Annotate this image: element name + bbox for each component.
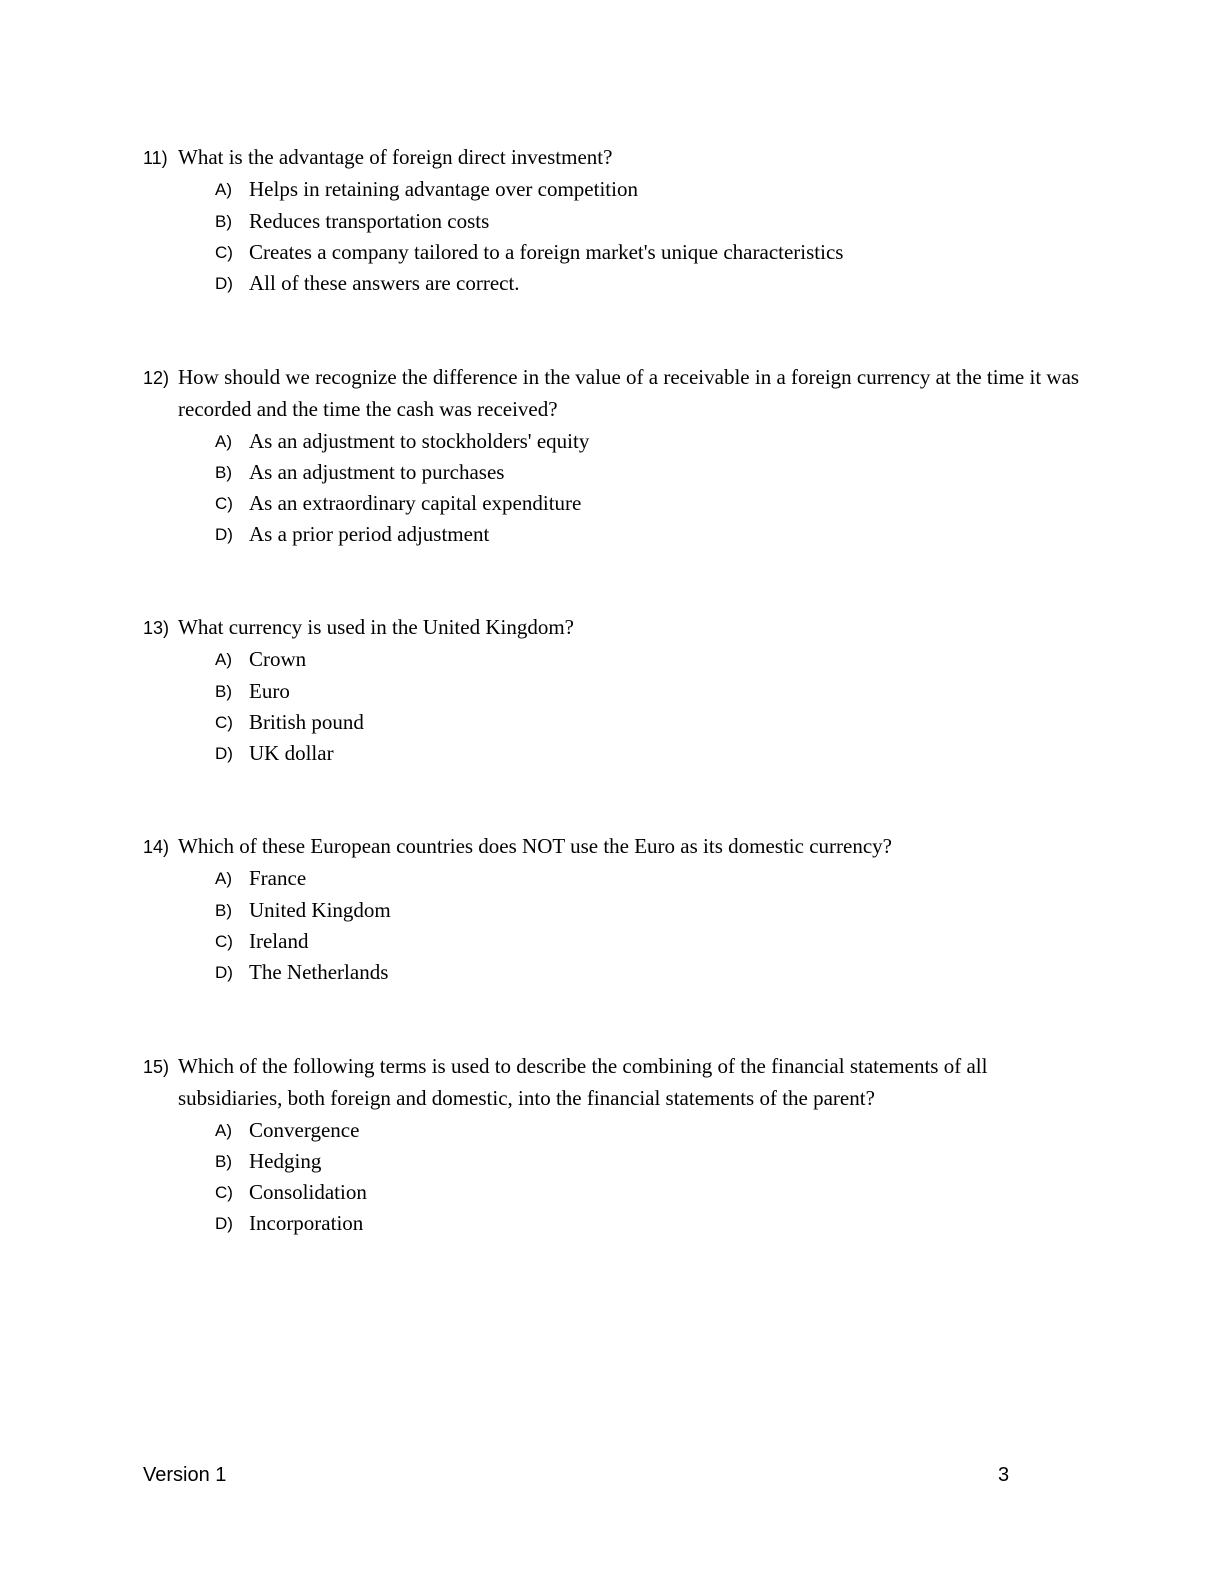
option-text: France [249,866,307,891]
option-text: Convergence [249,1117,360,1142]
option-text: Crown [249,647,307,672]
question-stem [143,831,1083,863]
answer-option[interactable] [143,174,1083,205]
option-letter: B) [215,1151,232,1171]
question-text: What currency is used in the United Kingdom? [178,615,574,639]
option-letter: C) [215,242,233,262]
question-stem [143,1051,1083,1115]
answer-option[interactable] [143,738,1083,769]
option-text: Reduces transportation costs [249,208,490,233]
option-letter: D) [215,274,233,294]
answer-option[interactable] [143,1115,1083,1146]
question-number: 15) [143,1057,170,1077]
question-stem [143,612,1083,644]
question-12 [143,362,1083,551]
option-text: As an extraordinary capital expenditure [249,491,582,516]
option-letter: A) [215,650,232,670]
answer-option[interactable] [143,1208,1083,1239]
option-letter: B) [215,900,232,920]
question-number: 12) [143,368,170,388]
option-letter: C) [215,712,233,732]
answer-option[interactable] [143,926,1083,957]
question-stem [143,142,1083,174]
answer-option[interactable] [143,488,1083,519]
option-letter: B) [215,681,232,701]
answer-option[interactable] [143,426,1083,457]
option-text: Creates a company tailored to a foreign market's unique characteristics [249,239,844,264]
question-15 [143,1051,1083,1240]
question-text: Which of the following terms is used to describe the combining of the financial statements of all subsidiaries, both foreign and domestic, into the financial statements of the parent? [178,1054,988,1111]
question-13 [143,612,1083,769]
option-text: British pound [249,709,364,734]
option-letter: A) [215,1120,232,1140]
option-text: United Kingdom [249,897,391,922]
option-text: The Netherlands [249,960,389,985]
option-text: Euro [249,678,290,703]
question-number: 14) [143,837,170,857]
answer-option[interactable] [143,707,1083,738]
option-letter: A) [215,180,232,200]
question-text: What is the advantage of foreign direct investment? [178,145,613,169]
option-text: Ireland [249,928,309,953]
answer-option[interactable] [143,863,1083,894]
question-stem [143,362,1083,426]
answer-option[interactable] [143,519,1083,550]
option-letter: C) [215,494,233,514]
option-text: As an adjustment to stockholders' equity [249,428,590,453]
question-text: Which of these European countries does NOT use the Euro as its domestic currency? [178,834,892,858]
option-letter: D) [215,963,233,983]
option-text: UK dollar [249,741,334,766]
option-letter: D) [215,525,233,545]
answer-option[interactable] [143,957,1083,988]
answer-option[interactable] [143,1146,1083,1177]
option-text: All of these answers are correct. [249,271,520,296]
answer-option[interactable] [143,206,1083,237]
option-letter: B) [215,211,232,231]
version-label: Version 1 [143,1464,227,1486]
answer-option[interactable] [143,676,1083,707]
option-letter: B) [215,462,232,482]
option-text: As an adjustment to purchases [249,459,505,484]
option-text: Consolidation [249,1180,367,1205]
option-text: Hedging [249,1148,322,1173]
option-text: Incorporation [249,1211,364,1236]
option-letter: D) [215,1214,233,1234]
option-letter: C) [215,931,233,951]
answer-option[interactable] [143,457,1083,488]
answer-option[interactable] [143,237,1083,268]
option-text: As a prior period adjustment [249,522,490,547]
option-letter: A) [215,869,232,889]
question-number: 11) [143,148,168,168]
option-letter: A) [215,431,232,451]
answer-option[interactable] [143,1177,1083,1208]
option-letter: C) [215,1183,233,1203]
answer-option[interactable] [143,644,1083,675]
question-number: 13) [143,618,170,638]
question-14 [143,831,1083,988]
question-11 [143,142,1083,299]
answer-option[interactable] [143,895,1083,926]
answer-option[interactable] [143,268,1083,299]
option-letter: D) [215,744,233,764]
question-text: How should we recognize the difference in the value of a receivable in a foreign currency at the time it was recorded and the time the cash was received? [178,365,1080,422]
option-text: Helps in retaining advantage over competition [249,177,638,202]
page-number: 3 [998,1464,1010,1486]
